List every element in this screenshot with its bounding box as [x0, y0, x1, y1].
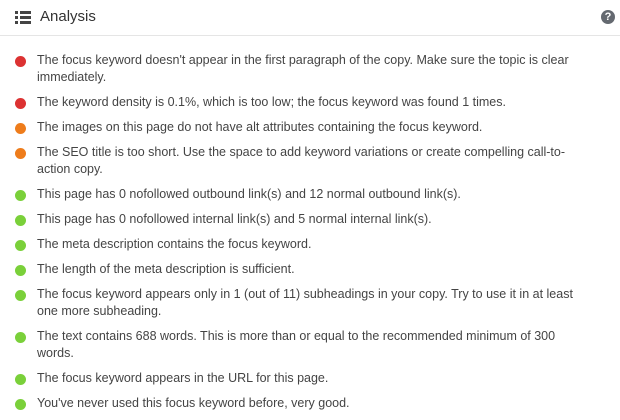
status-good-icon: [15, 265, 26, 276]
analysis-result-text: The meta description contains the focus keyword.: [37, 237, 312, 251]
analysis-result-text: The length of the meta description is sufficient.: [37, 262, 295, 276]
status-good-icon: [15, 190, 26, 201]
analysis-result-item: [0, 286, 620, 320]
analysis-result-text: The focus keyword appears only in 1 (out of 11) subheadings in your copy. Try to use it in at least one more subheading.: [37, 287, 573, 318]
analysis-result-text: The images on this page do not have alt attributes containing the focus keyword.: [37, 120, 483, 134]
status-bad-icon: [15, 56, 26, 67]
status-good-icon: [15, 215, 26, 226]
analysis-result-item: [0, 211, 620, 228]
status-good-icon: [15, 332, 26, 343]
analysis-results-list: [0, 52, 620, 420]
analysis-result-item: [0, 119, 620, 136]
analysis-result-item: [0, 236, 620, 253]
analysis-result-text: The text contains 688 words. This is more than or equal to the recommended minimum of 300 words.: [37, 329, 556, 360]
analysis-result-text: The keyword density is 0.1%, which is too low; the focus keyword was found 1 times.: [37, 95, 506, 109]
analysis-result-item: [0, 370, 620, 387]
analysis-result-item: [0, 144, 620, 178]
analysis-result-text: You've never used this focus keyword before, very good.: [37, 396, 350, 410]
status-good-icon: [15, 374, 26, 385]
status-good-icon: [15, 290, 26, 301]
analysis-result-item: [0, 94, 620, 111]
analysis-result-item: [0, 186, 620, 203]
analysis-result-text: The focus keyword appears in the URL for this page.: [37, 371, 329, 385]
analysis-result-text: This page has 0 nofollowed internal link(s) and 5 normal internal link(s).: [37, 212, 432, 226]
status-good-icon: [15, 399, 26, 410]
list-icon: [15, 11, 31, 24]
analysis-result-text: This page has 0 nofollowed outbound link(s) and 12 normal outbound link(s).: [37, 187, 461, 201]
status-ok-icon: [15, 148, 26, 159]
analysis-result-text: The SEO title is too short. Use the space to add keyword variations or create compelling call-to-action copy.: [37, 145, 566, 176]
help-icon[interactable]: ?: [601, 10, 615, 24]
status-bad-icon: [15, 98, 26, 109]
analysis-result-item: [0, 52, 620, 86]
analysis-result-text: The focus keyword doesn't appear in the first paragraph of the copy. Make sure the topic is clear immediately.: [37, 53, 569, 84]
analysis-header[interactable]: [0, 0, 620, 36]
status-good-icon: [15, 240, 26, 251]
analysis-title: Analysis: [40, 8, 96, 25]
analysis-result-item: [0, 328, 620, 362]
status-ok-icon: [15, 123, 26, 134]
analysis-result-item: [0, 261, 620, 278]
analysis-result-item: [0, 395, 620, 412]
